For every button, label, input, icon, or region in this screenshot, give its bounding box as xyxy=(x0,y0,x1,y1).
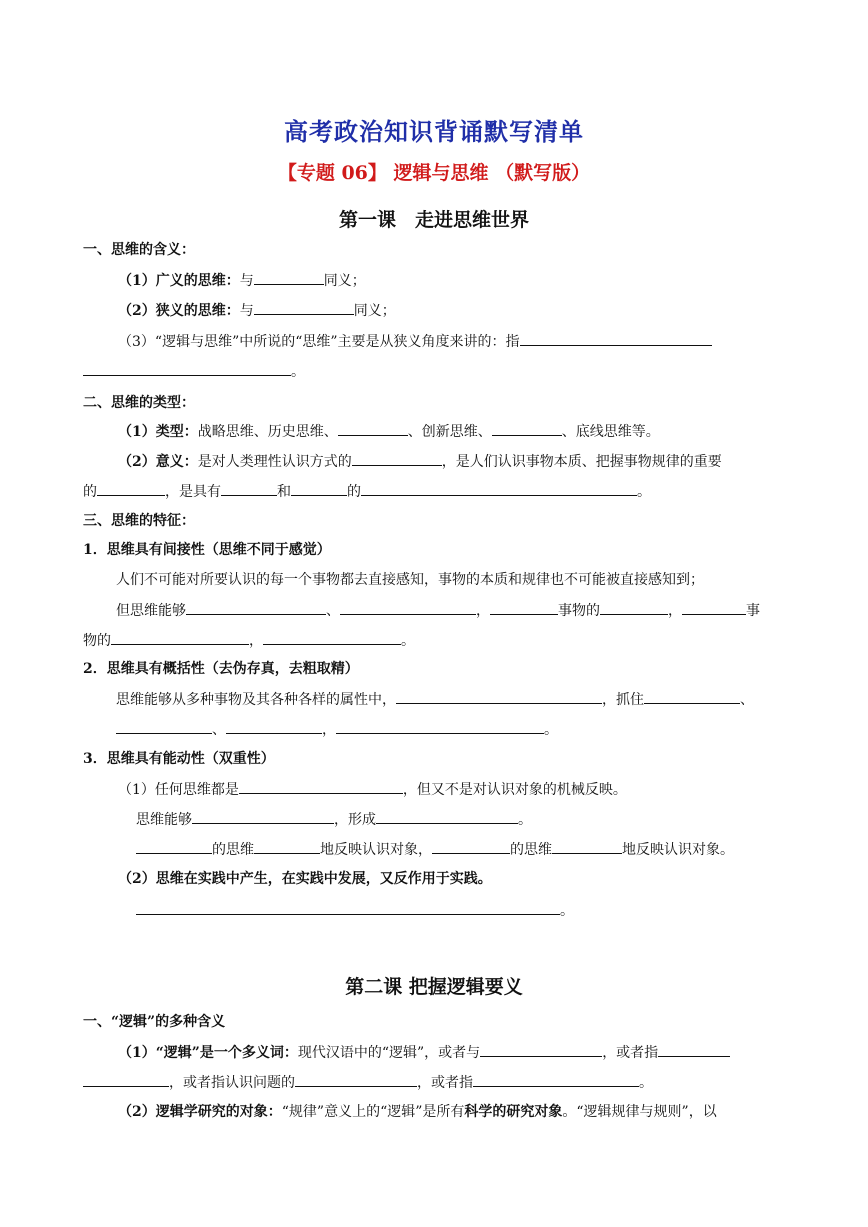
fill-blank[interactable] xyxy=(192,809,334,824)
fill-blank[interactable] xyxy=(658,1042,730,1057)
document-title: 高考政治知识背诵默写清单 xyxy=(284,117,584,146)
fill-blank[interactable] xyxy=(338,421,408,436)
lesson-1-heading: 第一课 走进思维世界 xyxy=(338,209,529,231)
logic-object-item: （2）逻辑学研究的对象：“规律”意义上的“逻辑”是所有科学的研究对象。“逻辑规律与规则”，以 xyxy=(118,1104,717,1120)
section-heading: 一、“逻辑”的多种含义 xyxy=(83,1014,226,1030)
fill-blank[interactable] xyxy=(480,1042,602,1057)
fill-blank[interactable] xyxy=(376,809,518,824)
fill-blank[interactable] xyxy=(83,1072,169,1087)
fill-blank[interactable] xyxy=(116,719,212,734)
fill-blank[interactable] xyxy=(432,839,510,854)
fill-blank[interactable] xyxy=(111,630,249,645)
fill-blank[interactable] xyxy=(254,839,320,854)
feature-blanks: 但思维能够 、 ， 事物的 ， 事 xyxy=(116,600,760,621)
section-heading: 一、思维的含义： xyxy=(83,242,195,258)
significance-item: （2）意义：是对人类理性认识方式的 ，是人们认识事物本质、把握事物规律的重要 xyxy=(118,451,722,472)
fill-blank[interactable] xyxy=(492,421,562,436)
fill-blank[interactable] xyxy=(136,900,560,915)
fill-blank[interactable] xyxy=(600,600,668,615)
lesson-2-heading: 第二课 把握逻辑要义 xyxy=(345,976,523,998)
feature-blanks-cont: 物的 ， 。 xyxy=(83,630,415,651)
section-heading: 二、思维的类型： xyxy=(83,395,195,411)
types-item: （1）类型：战略思维、历史思维、 、创新思维、 、底线思维等。 xyxy=(118,421,660,442)
fill-blank[interactable] xyxy=(490,600,558,615)
definition-broad: （1）广义的思维：与 同义； xyxy=(118,270,366,291)
feature-blank-line: 。 xyxy=(136,900,574,921)
feature-blanks: 思维能够 ，形成 。 xyxy=(136,809,532,830)
fill-blank[interactable] xyxy=(473,1072,639,1087)
fill-blank[interactable] xyxy=(221,481,277,496)
fill-blank[interactable] xyxy=(97,481,165,496)
fill-blank[interactable] xyxy=(352,451,442,466)
feature-item: （2）思维在实践中产生，在实践中发展，又反作用于实践。 xyxy=(118,871,492,887)
feature-heading: 2．思维具有概括性（去伪存真，去粗取精） xyxy=(83,661,359,677)
fill-blank[interactable] xyxy=(340,600,476,615)
document-subtitle: 【专题 06】 逻辑与思维 （默写版） xyxy=(277,162,591,184)
fill-blank[interactable] xyxy=(336,719,544,734)
definition-narrow: （2）狭义的思维：与 同义； xyxy=(118,300,396,321)
feature-blanks: 的思维 地反映认识对象， 的思维 地反映认识对象。 xyxy=(136,839,734,860)
feature-heading: 1．思维具有间接性（思维不同于感觉） xyxy=(83,542,331,558)
feature-blanks-cont: 、 ， 。 xyxy=(116,719,558,740)
fill-blank[interactable] xyxy=(295,1072,417,1087)
feature-blanks: （1）任何思维都是 ，但又不是对认识对象的机械反映。 xyxy=(118,779,627,800)
feature-heading: 3．思维具有能动性（双重性） xyxy=(83,751,275,767)
fill-blank[interactable] xyxy=(520,331,712,346)
fill-blank[interactable] xyxy=(361,481,637,496)
fill-blank[interactable] xyxy=(644,689,740,704)
fill-blank[interactable] xyxy=(254,300,354,315)
definition-logic-cont: 。 xyxy=(83,361,305,382)
logic-meaning-item: （1）“逻辑”是一个多义词：现代汉语中的“逻辑”，或者与 ，或者指 xyxy=(118,1042,730,1063)
significance-item-cont: 的 ，是具有 和 的 。 xyxy=(83,481,651,502)
fill-blank[interactable] xyxy=(291,481,347,496)
fill-blank[interactable] xyxy=(226,719,322,734)
fill-blank[interactable] xyxy=(682,600,746,615)
logic-meaning-item-cont: ，或者指认识问题的 ，或者指 。 xyxy=(83,1072,653,1093)
definition-logic: （3）“逻辑与思维”中所说的“思维”主要是从狭义角度来讲的：指 xyxy=(118,331,712,352)
fill-blank[interactable] xyxy=(254,270,324,285)
fill-blank[interactable] xyxy=(396,689,602,704)
fill-blank[interactable] xyxy=(83,361,291,376)
fill-blank[interactable] xyxy=(552,839,622,854)
fill-blank[interactable] xyxy=(239,779,403,794)
fill-blank[interactable] xyxy=(186,600,326,615)
fill-blank[interactable] xyxy=(263,630,401,645)
feature-text: 人们不可能对所要认识的每一个事物都去直接感知，事物的本质和规律也不可能被直接感知到； xyxy=(116,572,704,588)
feature-blanks: 思维能够从多种事物及其各种各样的属性中， ，抓住 、 xyxy=(116,689,754,710)
section-heading: 三、思维的特征： xyxy=(83,513,195,529)
fill-blank[interactable] xyxy=(136,839,212,854)
